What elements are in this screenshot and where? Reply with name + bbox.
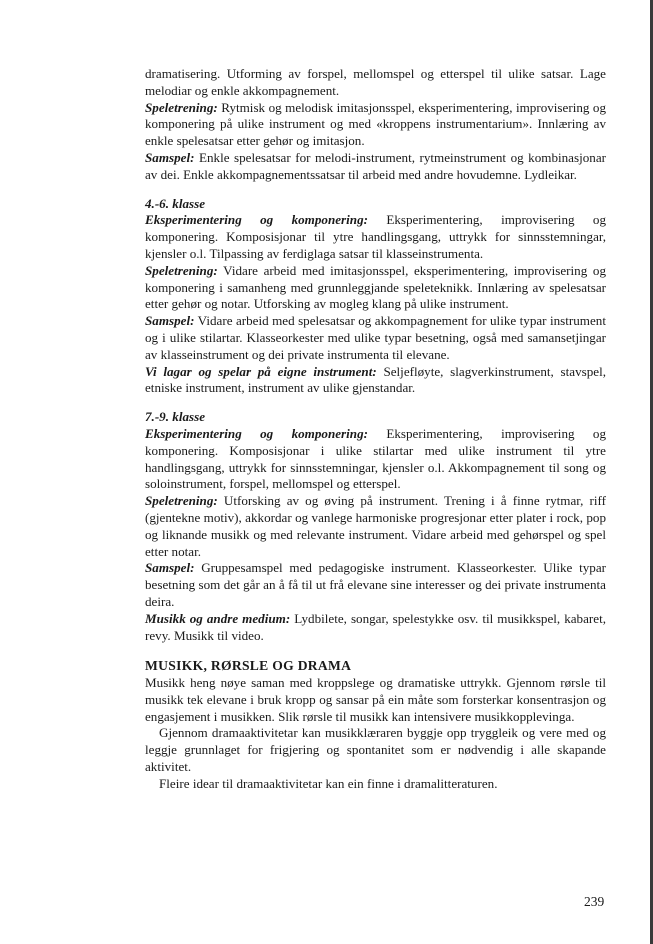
item-label: Speletrening: [145, 493, 218, 509]
item-text: Eksperimentering, improvisering og komponering. Komposisjonar i ulike stilartar med ulike instrument til ytre handlingsgang, uttrykk for sinnsstemningar, kjensler o.l. Akkompagnement til song og soloinstrument, forspel, mellomspel og etterspel. [145, 425, 606, 492]
grade-7-9-item-komponering [145, 426, 606, 493]
grade-4-6-item-speletrening [145, 263, 606, 313]
item-text: Eksperimentering, improvisering og komponering. Komposisjonar til ytre handlingsgang, uttrykk for sinnsstemningar, kjensler o.l. Tilpassing av ferdiglaga satsar til klasseinstrumenta. [145, 212, 606, 261]
item-label: Speletrening: [145, 99, 218, 115]
item-text: Gruppesamspel med pedagogiske instrument. Klasseorkester. Ulike typar besetning som det går an å få til ut frå elevane sine interesser og dei private instrumenta deira. [145, 560, 606, 609]
grade-7-9-item-samspel [145, 560, 606, 610]
grade-4-6-item-samspel [145, 313, 606, 363]
intro-paragraph: dramatisering. Utforming av forspel, mellomspel og etterspel til ulike satsar. Lage melodiar og enkle akkompagnement. [145, 66, 606, 98]
item-label: Eksperimentering og komponering: [145, 425, 368, 441]
page-number: 239 [584, 894, 605, 909]
section-paragraph: Musikk heng nøye saman med kroppslege og dramatiske uttrykk. Gjennom rørsle til musikk tek elevane i bruk kropp og sansar på ein måte som forsterkar konsentrasjon og engasjement i musikken. Slik rørsle til musikk kan intensivere musikkopplevinga. [145, 675, 606, 724]
intro-item-speletrening [145, 100, 606, 150]
item-text: Lydbilete, songar, spelestykke osv. til musikkspel, kabaret, revy. Musikk til video. [145, 610, 606, 643]
grade-4-6-item-komponering [145, 212, 606, 262]
item-text: Enkle spelesatsar for melodi-instrument, rytmeinstrument og kombinasjonar av dei. Enkle akkompagnementssatsar til arbeid med andre hovudemne. Lydleikar. [145, 149, 606, 182]
grade-7-9-item-medium [145, 611, 606, 645]
section-paragraph: Gjennom dramaaktivitetar kan musikklæraren byggje opp tryggleik og vere med og leggje grunnlaget for frigjering og spontanitet som er nødvendig i alle skapande aktivitet. [145, 725, 606, 775]
item-label: Samspel: [145, 149, 195, 165]
section-title: MUSIKK, RØRSLE OG DRAMA [145, 658, 352, 674]
item-text: Vidare arbeid med imitasjonsspel, eksperimentering, improvisering og komponering i samanheng med grunnleggjande speleteknikk. Innlæring av spelesatsar etter gehør og notar. Utforsking av mogleg klang på ulike instrument. [145, 262, 606, 312]
item-label: Musikk og andre medium: [145, 610, 291, 626]
intro-item-samspel [145, 150, 606, 184]
item-label: Samspel: [145, 560, 195, 576]
grade-7-9-item-speletrening [145, 493, 606, 560]
item-text: Seljefløyte, slagverkinstrument, stavspel, etniske instrument, instrument av ulike gjenstandar. [145, 363, 606, 396]
grade-4-6-item-eigne-instrument [145, 364, 606, 398]
item-label: Vi lagar og spelar på eigne instrument: [145, 363, 377, 379]
heading-grade-7-9: 7.-9. klasse [145, 409, 206, 425]
item-label: Eksperimentering og komponering: [145, 212, 368, 228]
heading-grade-4-6: 4.-6. klasse [145, 195, 206, 211]
item-text: Rytmisk og melodisk imitasjonsspel, eksperimentering, improvisering og komponering på ulike instrument og med «kroppens instrumentarium». Innlæring av enkle spelesatsar etter gehør og imitasjon. [145, 99, 606, 149]
item-label: Speletrening: [145, 262, 218, 278]
item-text: Utforsking av og øving på instrument. Trening i å finne rytmar, riff (gjentekne motiv), akkordar og vanlege harmoniske progresjonar etter plater i rock, pop og liknande musikk og med relevante instrument. Vidare arbeid med gehørspel og spel etter notar. [145, 493, 606, 559]
section-paragraph: Fleire idear til dramaaktivitetar kan ein finne i dramalitteraturen. [159, 775, 498, 791]
page-body [145, 66, 606, 793]
item-label: Samspel: [145, 313, 195, 329]
item-text: Vidare arbeid med spelesatsar og akkompagnement for ulike typar instrument og i ulike stilartar. Klasseorkester med ulike typar besetning, også med samansetjingar av klasseinstrument og dei private instrumenta til elevane. [145, 313, 606, 362]
